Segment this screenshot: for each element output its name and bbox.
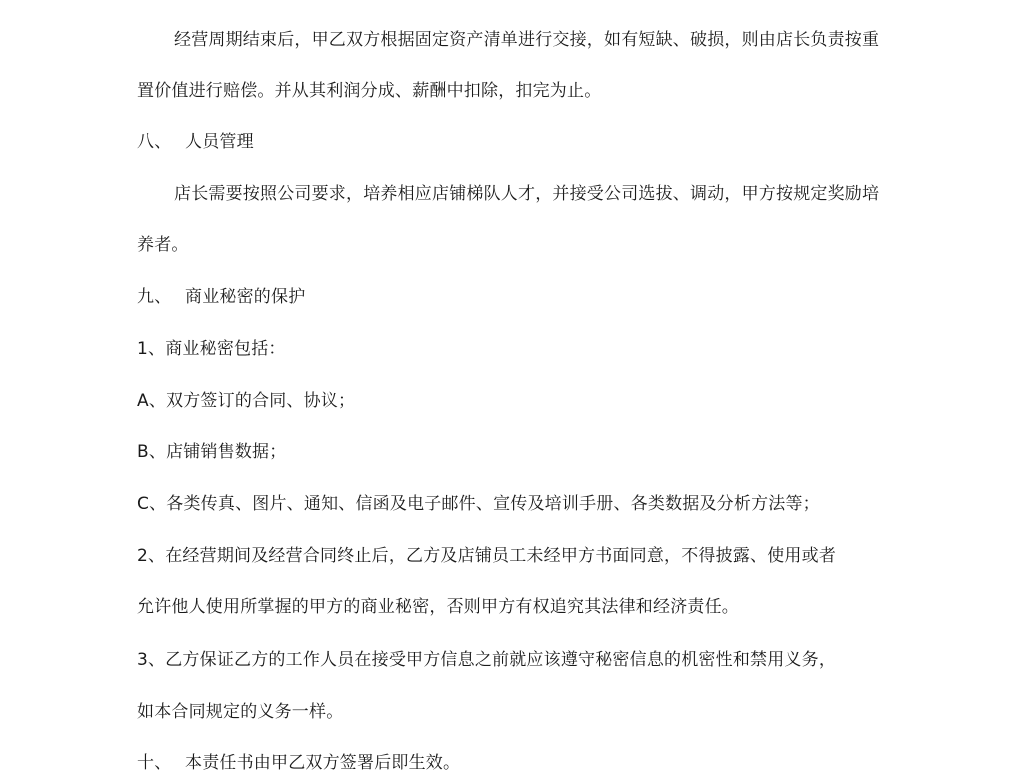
clause-2-line-2: 允许他人使用所掌握的甲方的商业秘密，否则甲方有权追究其法律和经济责任。: [137, 597, 739, 617]
paragraph-asset-handover-line-1: 经营周期结束后，甲乙双方根据固定资产清单进行交接，如有短缺、破损，则由店长负责按重: [174, 30, 880, 50]
section-heading-effective: [137, 752, 897, 774]
clause-1-secrets-include: 1、商业秘密包括：: [137, 339, 286, 359]
clause-3-line-2: 如本合同规定的义务一样。: [137, 702, 344, 722]
section-number: 十、: [137, 753, 172, 773]
list-item-a: A、双方签订的合同、协议；: [137, 391, 356, 411]
paragraph-asset-handover-line-2: 置价值进行赔偿。并从其利润分成、薪酬中扣除，扣完为止。: [137, 81, 602, 101]
clause-2-line-1: 2、在经营期间及经营合同终止后，乙方及店铺员工未经甲方书面同意，不得披露、使用或者: [137, 546, 837, 566]
section-title: 商业秘密的保护: [185, 287, 306, 307]
list-item-b: B、店铺销售数据；: [137, 442, 287, 462]
section-heading-personnel: [137, 131, 897, 153]
section-heading-trade-secrets: [137, 286, 897, 308]
section-title: 本责任书由甲乙双方签署后即生效。: [185, 753, 461, 773]
section-number: 九、: [137, 287, 172, 307]
clause-3-line-1: 3、乙方保证乙方的工作人员在接受甲方信息之前就应该遵守秘密信息的机密性和禁用义务，: [137, 650, 837, 670]
section-number: 八、: [137, 132, 172, 152]
paragraph-personnel-line-1: 店长需要按照公司要求，培养相应店铺梯队人才，并接受公司选拔、调动，甲方按规定奖励培: [174, 184, 880, 204]
paragraph-personnel-line-2: 养者。: [137, 235, 189, 255]
list-item-c: C、各类传真、图片、通知、信函及电子邮件、宣传及培训手册、各类数据及分析方法等；: [137, 494, 820, 514]
section-title: 人员管理: [185, 132, 254, 152]
